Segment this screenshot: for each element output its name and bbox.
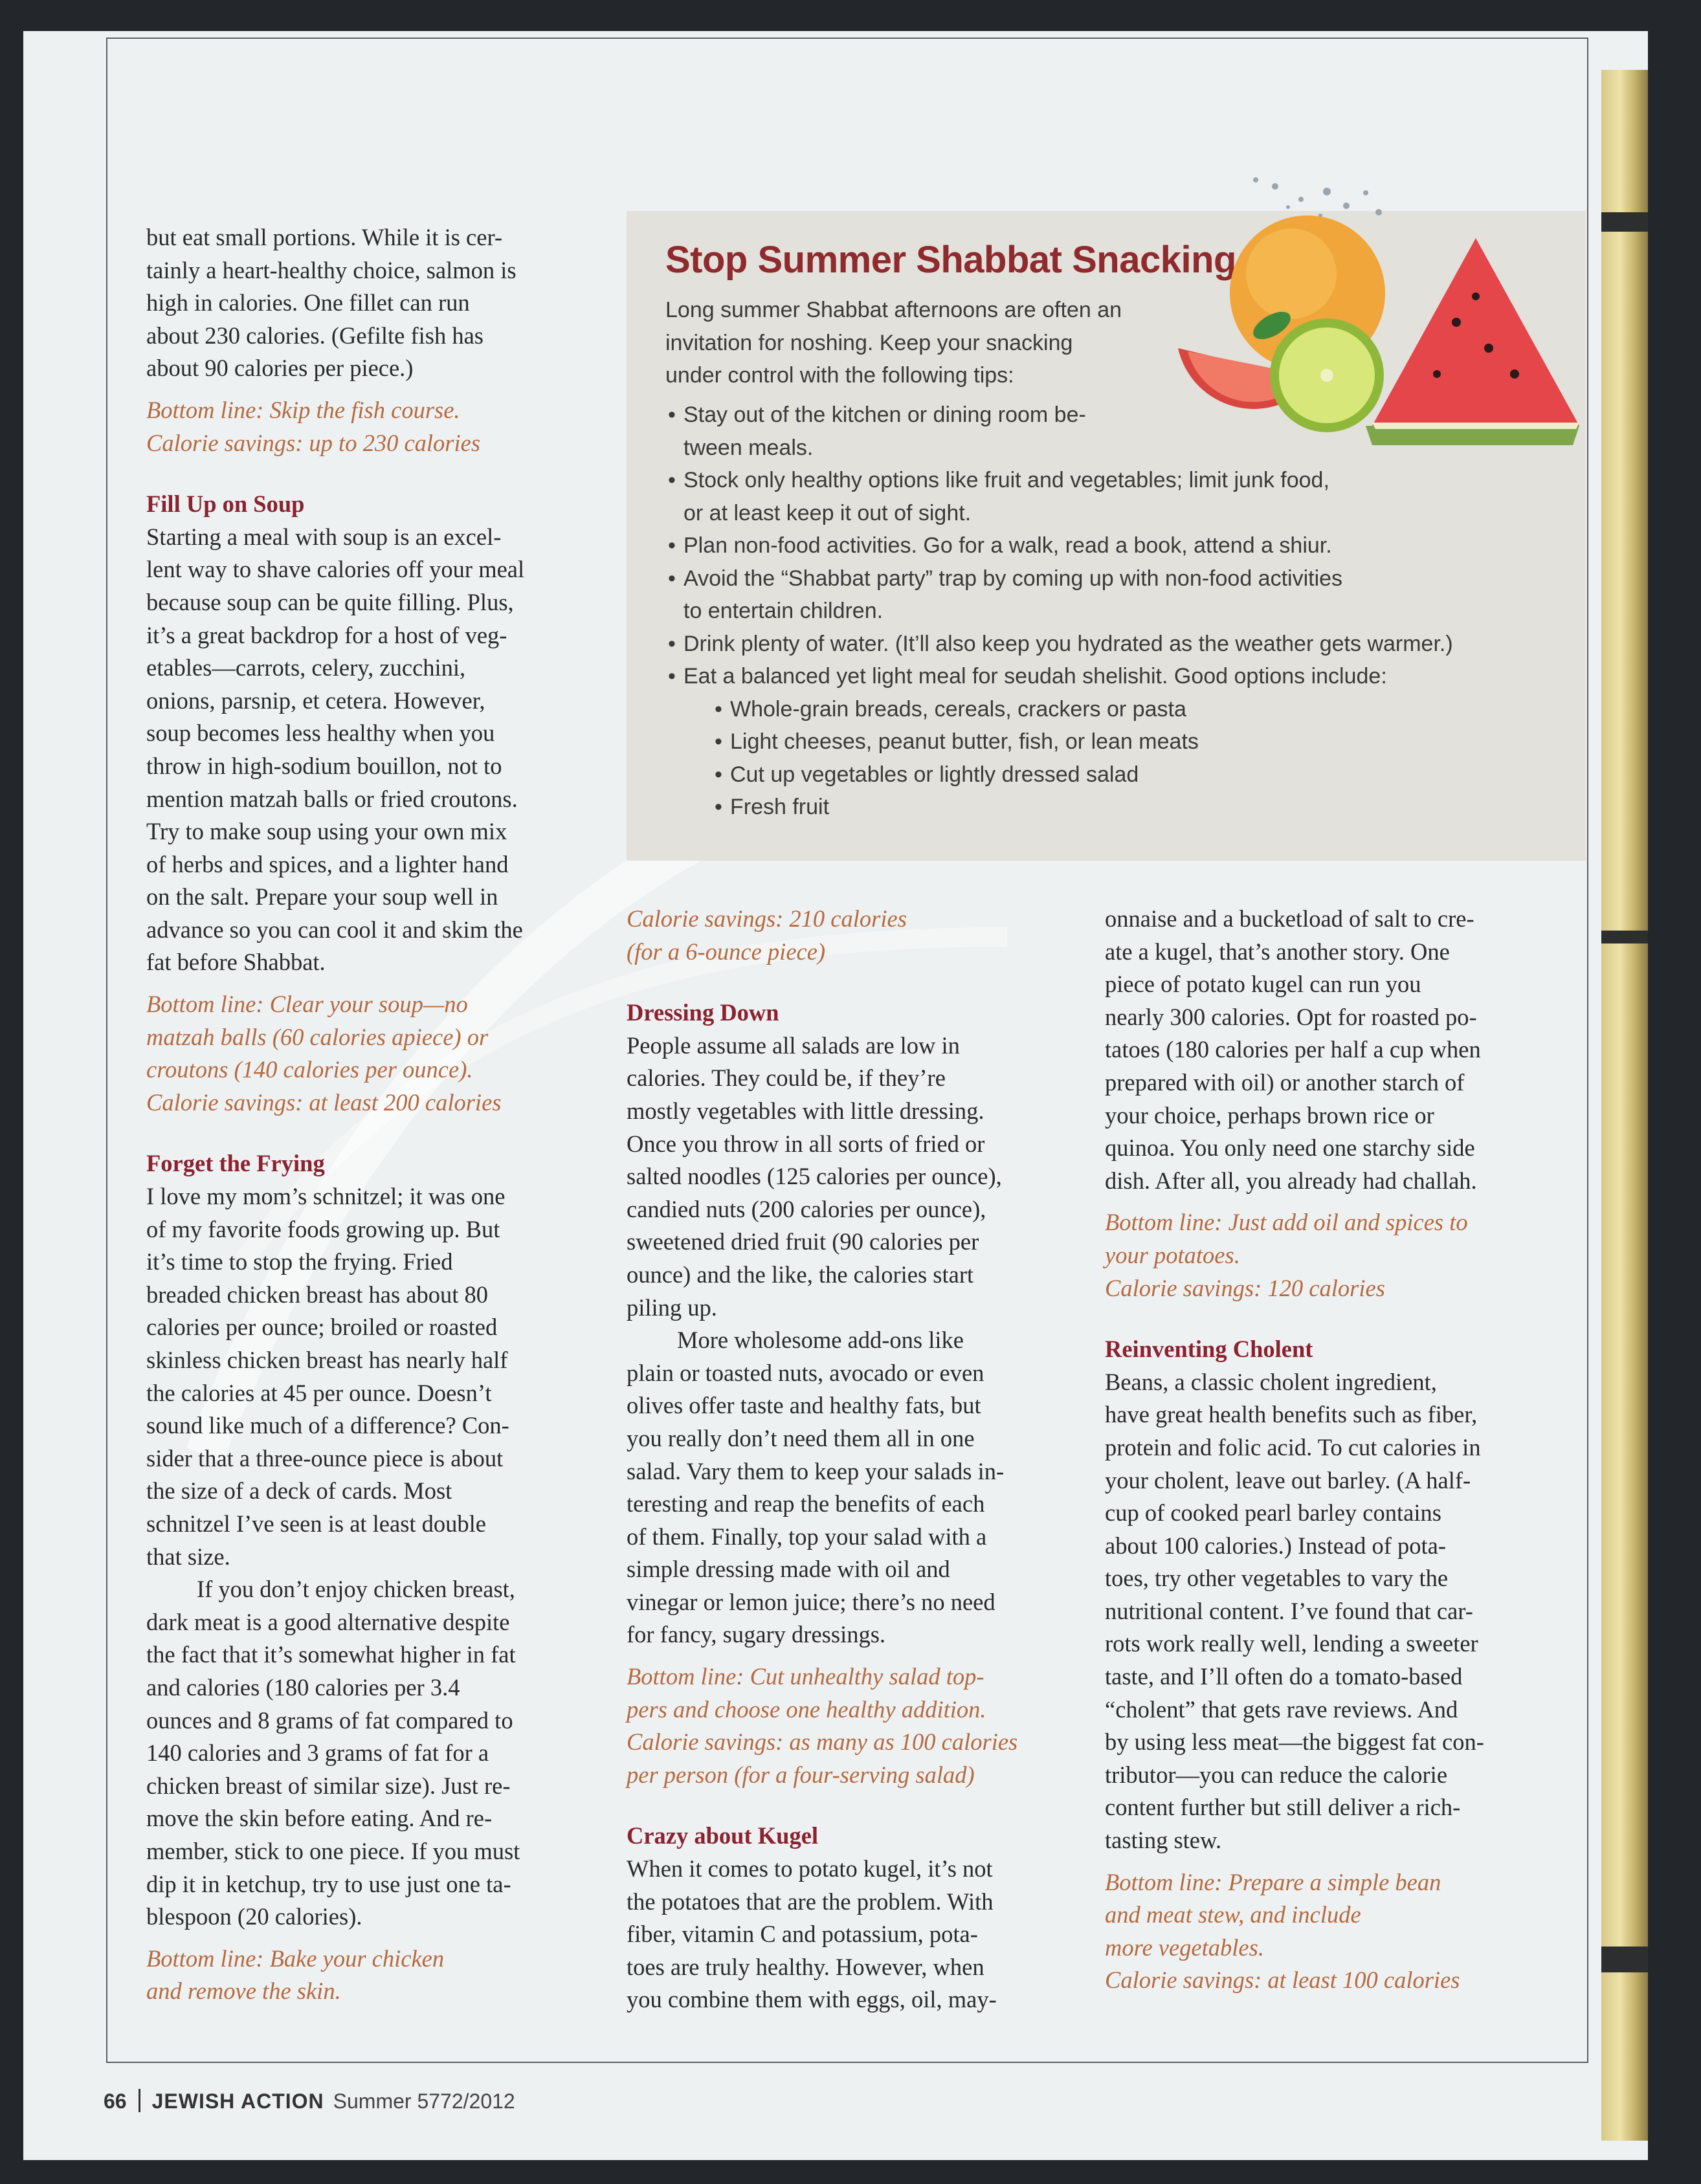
text-line: it’s time to stop the frying. Fried <box>146 1248 453 1275</box>
text-line: chicken breast of similar size). Just re- <box>146 1772 511 1799</box>
bullet-icon: • <box>715 696 722 722</box>
section-heading-dressing: Dressing Down <box>627 999 779 1026</box>
text-line: tributor—you can reduce the calorie <box>1105 1761 1448 1788</box>
text-line: If you don’t enjoy chicken breast, <box>197 1576 515 1603</box>
cholent-paragraph <box>1105 1366 1571 1857</box>
text-line: protein and folic acid. To cut calories in <box>1105 1433 1481 1461</box>
text-line: about 90 calories per piece.) <box>146 355 414 382</box>
text-line: sound like much of a difference? Con- <box>146 1412 509 1439</box>
text-line: of them. Finally, top your salad with a <box>627 1523 987 1550</box>
lime-slice-icon <box>1270 318 1384 432</box>
text-line: you combine them with eggs, oil, may- <box>627 1986 997 2013</box>
text-line: blespoon (20 calories). <box>146 1903 362 1930</box>
text-line: taste, and I’ll often do a tomato-based <box>1105 1663 1463 1690</box>
soup-paragraph <box>146 521 599 979</box>
cholent-bottom-line <box>1105 1866 1571 1997</box>
issue-label: Summer 5772/2012 <box>333 2090 515 2113</box>
frying-bottom-line <box>146 1943 599 2008</box>
bottom-line-text: pers and choose one healthy addition. <box>627 1695 986 1723</box>
sub-tip-item <box>665 693 1572 726</box>
text-line: nearly 300 calories. Opt for roasted po- <box>1105 1003 1477 1030</box>
text-line: of my favorite foods growing up. But <box>146 1215 500 1242</box>
text-line: by using less meat—the biggest fat con- <box>1105 1728 1484 1756</box>
tip-item <box>665 660 1572 693</box>
text-line: your choice, perhaps brown rice or <box>1105 1101 1434 1129</box>
text-line: the potatoes that are the problem. With <box>627 1888 994 1915</box>
section-heading-kugel: Crazy about Kugel <box>627 1822 819 1849</box>
text-line: People assume all salads are low in <box>627 1031 960 1059</box>
fruit-illustration <box>1152 167 1605 445</box>
tip-item <box>665 464 1572 529</box>
text-line: Long summer Shabbat afternoons are often an <box>665 298 1122 322</box>
text-line: under control with the following tips: <box>665 363 1014 388</box>
text-line: simple dressing made with oil and <box>627 1556 950 1583</box>
calorie-savings-text: Calorie savings: up to 230 calories <box>146 429 481 456</box>
sub-tip-item <box>665 758 1572 791</box>
text-line: calories. They could be, if they’re <box>627 1064 946 1092</box>
text-line: rots work really well, lending a sweeter <box>1105 1630 1478 1657</box>
text-line: because soup can be quite filling. Plus, <box>146 588 514 615</box>
text-line: Stay out of the kitchen or dining room be- <box>684 403 1086 427</box>
text-line: throw in high-sodium bouillon, not to <box>146 752 502 779</box>
text-line: and calories (180 calories per 3.4 <box>146 1673 460 1701</box>
calorie-savings-text: (for a 6-ounce piece) <box>627 938 826 965</box>
section-heading-soup: Fill Up on Soup <box>146 491 305 518</box>
text-line: onions, parsnip, et cetera. However, <box>146 687 485 714</box>
text-line: to entertain children. <box>684 599 884 623</box>
text-line: skinless chicken breast has nearly half <box>146 1347 508 1373</box>
text-line: member, stick to one piece. If you must <box>146 1837 520 1864</box>
bottom-line-text: matzah balls (60 calories apiece) or <box>146 1023 489 1050</box>
text-line: candied nuts (200 calories per ounce), <box>627 1195 986 1222</box>
bottom-line-text: Bottom line: Cut unhealthy salad top- <box>627 1663 984 1690</box>
bottom-line-text: croutons (140 calories per ounce). <box>146 1056 473 1083</box>
text-line: about 100 calories.) Instead of pota- <box>1105 1532 1447 1559</box>
text-line: dish. After all, you already had challah. <box>1105 1167 1477 1194</box>
text-line: Beans, a classic cholent ingredient, <box>1105 1368 1437 1395</box>
text-line: for fancy, sugary dressings. <box>627 1621 886 1648</box>
text-line: lent way to shave calories off your meal <box>146 556 525 583</box>
calorie-savings-text: Calorie savings: at least 100 calories <box>1105 1967 1460 1994</box>
watermelon-slice-icon <box>1366 238 1579 445</box>
bullet-icon: • <box>668 631 676 656</box>
fish-calorie-savings <box>627 903 1080 968</box>
text-line: soup becomes less healthy when you <box>146 720 495 747</box>
text-line: Fresh fruit <box>730 795 830 819</box>
text-line: high in calories. One fillet can run <box>146 289 470 316</box>
page-number: 66 <box>104 2090 127 2113</box>
bullet-icon: • <box>668 403 676 427</box>
text-line: cup of cooked pearl barley contains <box>1105 1499 1441 1527</box>
text-line: have great health benefits such as fiber, <box>1105 1401 1478 1428</box>
tip-item <box>665 562 1572 628</box>
fish-bottom-line <box>146 394 599 459</box>
text-line: that size. <box>146 1543 230 1570</box>
bottom-line-text: Bottom line: Clear your soup—no <box>146 991 468 1018</box>
text-line: mention matzah balls or fried croutons. <box>146 785 518 812</box>
bottom-line-text: and remove the skin. <box>146 1978 341 2005</box>
sub-tip-item <box>665 791 1572 824</box>
text-line: ounces and 8 grams of fat compared to <box>146 1706 513 1734</box>
kugel-paragraph-continued <box>1105 903 1571 1197</box>
kugel-bottom-line <box>1105 1206 1571 1305</box>
text-line: Cut up vegetables or lightly dressed salad <box>730 762 1139 787</box>
text-line: piece of potato kugel can run you <box>1105 971 1421 998</box>
text-line: More wholesome add-ons like <box>677 1327 964 1354</box>
text-line: Stock only healthy options like fruit and vegetables; limit junk food, <box>684 468 1329 492</box>
text-line: the calories at 45 per ounce. Doesn’t <box>146 1379 492 1406</box>
text-line: toes are truly healthy. However, when <box>627 1953 984 1980</box>
sidebar-tips-list <box>665 399 1572 824</box>
text-line: Whole-grain breads, cereals, crackers or pasta <box>730 696 1186 722</box>
bullet-icon: • <box>668 664 676 689</box>
text-line: piling up. <box>627 1294 717 1321</box>
text-line: I love my mom’s schnitzel; it was one <box>146 1183 506 1210</box>
text-line: quinoa. You only need one starchy side <box>1105 1134 1475 1162</box>
dressing-bottom-line <box>627 1660 1080 1791</box>
soup-bottom-line <box>146 988 599 1119</box>
text-line: schnitzel I’ve seen is at least double <box>146 1510 487 1537</box>
text-line: the fact that it’s somewhat higher in fat <box>146 1641 516 1668</box>
bullet-icon: • <box>715 762 722 787</box>
text-line: calories per ounce; broiled or roasted <box>146 1314 498 1341</box>
text-line: on the salt. Prepare your soup well in <box>146 883 498 910</box>
sidebar-title: Stop Summer Shabbat Snacking <box>665 239 1236 281</box>
text-line: etables—carrots, celery, zucchini, <box>146 654 466 681</box>
text-line: mostly vegetables with little dressing. <box>627 1097 984 1124</box>
magazine-name: JEWISH ACTION <box>151 2090 324 2113</box>
right-column <box>1105 903 1571 1997</box>
text-line: Plan non-food activities. Go for a walk, read a book, attend a shiur. <box>684 533 1332 558</box>
text-line: move the skin before eating. And re- <box>146 1805 493 1832</box>
text-line: or at least keep it out of sight. <box>684 500 972 525</box>
page-footer <box>104 2089 515 2113</box>
text-line: nutritional content. I’ve found that car- <box>1105 1597 1473 1624</box>
text-line: sweetened dried fruit (90 calories per <box>627 1228 979 1255</box>
text-line: but eat small portions. While it is cer- <box>146 224 503 250</box>
frying-paragraph <box>146 1180 599 1934</box>
text-line: toes, try other vegetables to vary the <box>1105 1565 1449 1592</box>
text-line: breaded chicken breast has about 80 <box>146 1281 489 1308</box>
text-line: onnaise and a bucketload of salt to cre- <box>1105 905 1474 932</box>
calorie-savings-text: Calorie savings: as many as 100 calories <box>627 1728 1018 1756</box>
water-splash-icon <box>1253 177 1382 217</box>
calorie-savings-text: per person (for a four-serving salad) <box>627 1761 975 1788</box>
text-line: vinegar or lemon juice; there’s no need <box>627 1588 995 1615</box>
bottom-line-text: and meat stew, and include <box>1105 1901 1361 1928</box>
text-line: Avoid the “Shabbat party” trap by coming up with non-food activities <box>684 566 1343 591</box>
text-line: invitation for noshing. Keep your snacking <box>665 330 1073 355</box>
text-line: fiber, vitamin C and potassium, pota- <box>627 1921 978 1948</box>
text-line: olives offer taste and healthy fats, but <box>627 1392 981 1419</box>
text-line: you really don’t need them all in one <box>627 1424 975 1451</box>
calorie-savings-text: Calorie savings: 210 calories <box>627 905 907 932</box>
text-line: Starting a meal with soup is an excel- <box>146 523 502 550</box>
sub-tip-item <box>665 725 1572 758</box>
bottom-line-text: Bottom line: Prepare a simple bean <box>1105 1868 1441 1895</box>
section-heading-frying: Forget the Frying <box>146 1150 325 1177</box>
adjacent-page-edge <box>1601 70 1648 2141</box>
bullet-icon: • <box>668 533 676 558</box>
text-line: ate a kugel, that’s another story. One <box>1105 938 1450 965</box>
tip-item <box>665 529 1572 562</box>
text-line: Once you throw in all sorts of fried or <box>627 1130 985 1157</box>
text-line: 140 calories and 3 grams of fat for a <box>146 1739 489 1767</box>
bullet-icon: • <box>668 468 676 492</box>
text-line: about 230 calories. (Gefilte fish has <box>146 322 484 349</box>
text-line: tasting stew. <box>1105 1827 1222 1854</box>
text-line: prepared with oil) or another starch of <box>1105 1068 1465 1096</box>
salmon-paragraph <box>146 221 599 385</box>
bullet-icon: • <box>715 729 722 754</box>
text-line: advance so you can cool it and skim the <box>146 916 523 943</box>
text-line: your cholent, leave out barley. (A half- <box>1105 1466 1471 1494</box>
text-line: dip it in ketchup, try to use just one ta- <box>146 1870 511 1897</box>
text-line: the size of a deck of cards. Most <box>146 1477 452 1505</box>
bullet-icon: • <box>668 566 676 591</box>
bottom-line-text: your potatoes. <box>1105 1241 1240 1268</box>
text-line: salad. Vary them to keep your salads in- <box>627 1457 1005 1484</box>
text-line: dark meat is a good alternative despite <box>146 1608 510 1635</box>
text-line: tatoes (180 calories per half a cup when <box>1105 1036 1481 1063</box>
text-line: of herbs and spices, and a lighter hand <box>146 850 509 877</box>
sidebar-intro <box>665 294 1183 392</box>
calorie-savings-text: Calorie savings: at least 200 calories <box>146 1088 502 1116</box>
dressing-paragraph <box>627 1030 1080 1651</box>
text-line: Try to make soup using your own mix <box>146 818 507 845</box>
kugel-paragraph <box>627 1853 1080 2016</box>
text-line: fat before Shabbat. <box>146 949 326 976</box>
text-line: it’s a great backdrop for a host of veg- <box>146 621 507 648</box>
tip-item <box>665 628 1572 661</box>
text-line: Eat a balanced yet light meal for seudah shelishit. Good options include: <box>684 664 1387 689</box>
text-line: Light cheeses, peanut butter, fish, or lean meats <box>730 729 1199 754</box>
text-line: plain or toasted nuts, avocado or even <box>627 1359 984 1386</box>
text-line: ounce) and the like, the calories start <box>627 1261 974 1288</box>
text-line: tween meals. <box>684 435 814 460</box>
footer-divider <box>139 2089 140 2112</box>
text-line: teresting and reap the benefits of each <box>627 1490 985 1517</box>
section-heading-cholent: Reinventing Cholent <box>1105 1336 1313 1363</box>
bullet-icon: • <box>715 795 722 819</box>
calorie-savings-text: Calorie savings: 120 calories <box>1105 1274 1385 1301</box>
bottom-line-text: more vegetables. <box>1105 1934 1264 1961</box>
text-line: sider that a three-ounce piece is about <box>146 1444 504 1472</box>
text-line: tainly a heart-healthy choice, salmon is <box>146 256 517 283</box>
bottom-line-text: Bottom line: Just add oil and spices to <box>1105 1209 1468 1236</box>
text-line: When it comes to potato kugel, it’s not <box>627 1855 993 1882</box>
bottom-line-text: Bottom line: Skip the fish course. <box>146 396 460 423</box>
left-column <box>146 221 599 2008</box>
text-line: salted noodles (125 calories per ounce), <box>627 1163 1002 1190</box>
text-line: “cholent” that gets rave reviews. And <box>1105 1695 1458 1723</box>
text-line: Drink plenty of water. (It’ll also keep you hydrated as the weather gets warmer.) <box>684 631 1453 656</box>
bottom-line-text: Bottom line: Bake your chicken <box>146 1945 445 1972</box>
text-line: content further but still deliver a rich- <box>1105 1794 1461 1821</box>
middle-column <box>627 903 1080 2016</box>
